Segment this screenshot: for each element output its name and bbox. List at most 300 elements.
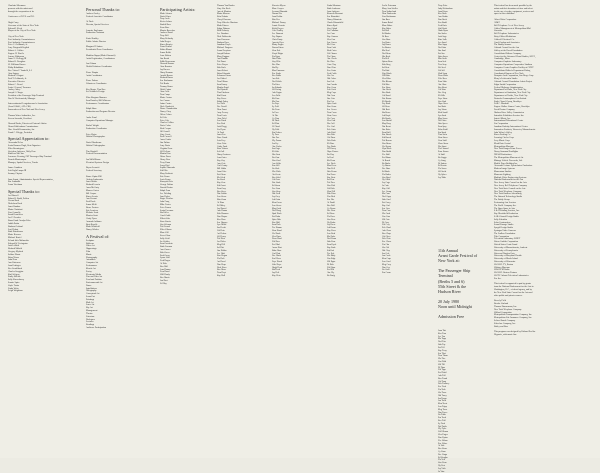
list-item: Jim Hobbs xyxy=(217,249,227,252)
list-item: Hugh Head xyxy=(272,266,283,269)
list-item: The Ontrack Technology Studio xyxy=(494,196,523,199)
list-item: Leigh Wrightson xyxy=(8,290,23,293)
list-item: Jane Donovan xyxy=(217,38,230,41)
list-item: Yve Urban xyxy=(438,439,448,442)
list-item: Ted Gerard xyxy=(160,226,170,229)
list-item: Susan Melfi xyxy=(86,203,97,206)
list-item: Literature xyxy=(86,315,95,318)
list-item: Leonard Dimmitt xyxy=(272,10,288,13)
list-item: Carol Gordon and Associates xyxy=(494,41,520,44)
list-item: Karen Lenoir xyxy=(86,195,98,198)
list-item: Yul Blue xyxy=(382,83,390,86)
list-item: Tess Seay xyxy=(438,64,447,67)
list-item: Installations xyxy=(86,287,97,290)
list-item: Peter Woiso xyxy=(86,133,97,136)
list-item: NRAM Productions xyxy=(494,154,512,157)
list-item: Department of Sanitation, New York City xyxy=(494,92,531,95)
list-item: Uly Frame xyxy=(272,140,282,142)
list-item: Annette Dyer xyxy=(272,41,284,44)
list-item: Mary Endicott xyxy=(160,173,173,175)
list-item: Meg Hill xyxy=(217,244,225,247)
list-item: Dee Burr xyxy=(382,168,391,171)
list-item: Sahbro Nisrut xyxy=(8,253,21,256)
list-item: Joy Hamel xyxy=(217,207,227,210)
list-item: Tony Wheeler-Harrison xyxy=(217,21,238,24)
list-item: Jeremy Whiteman xyxy=(8,55,24,58)
list-item: Sue Crews xyxy=(327,109,337,112)
list-item: Tia Chase xyxy=(327,55,336,58)
list-item: the New York State Council on the Arts and xyxy=(494,291,533,294)
list-item: Terry Dunn xyxy=(160,161,171,164)
list-item: Jay Brewer xyxy=(160,68,170,71)
list-item: Beverly Field xyxy=(494,300,506,303)
list-item: Sally Gold xyxy=(160,237,170,240)
list-item: Sammy Clayton xyxy=(8,173,23,175)
list-item: Joan Dobbs xyxy=(272,16,283,19)
list-item: Peter Franco xyxy=(160,206,172,209)
list-item: Wes Carr xyxy=(327,38,336,41)
list-item: Sol Gall xyxy=(217,151,225,154)
list-item: Rich Cates xyxy=(327,50,337,52)
list-item: Rob Berg xyxy=(382,64,391,67)
list-item: Marty Eagan xyxy=(272,44,284,47)
list-item: Rev. Victor F. Yanitelli, S.J. xyxy=(8,69,33,72)
column-acknowledgements xyxy=(494,5,592,337)
list-item: Ida Ely xyxy=(272,66,279,69)
list-item: Eugene H. Hart Jr. xyxy=(8,52,25,55)
list-item: Martha Engel xyxy=(217,86,229,89)
list-item: Koren Packing Co. xyxy=(494,134,511,137)
list-item: Max Deen xyxy=(327,165,337,168)
list-item: Mo Beal xyxy=(382,50,390,52)
list-item: Ina Gage xyxy=(272,148,280,151)
list-item: Nat Griffin xyxy=(217,193,227,196)
list-item: Ed Bush xyxy=(382,170,390,173)
list-item: Eric Evans xyxy=(160,175,170,178)
list-item: Laser Art xyxy=(86,304,95,307)
list-item: Volunteers Coordinator xyxy=(86,83,107,85)
list-item: Thomas Water Authorities, Inc. xyxy=(8,114,36,117)
list-item: Seltzer Ranch Company xyxy=(494,320,516,322)
list-item: Roger Fletcher xyxy=(160,198,174,201)
list-item: The Paddy Group xyxy=(494,199,510,202)
list-item: Ralph Fenn xyxy=(160,189,171,192)
list-item: Al Frick xyxy=(86,21,94,24)
list-item: Ora Brice xyxy=(382,128,391,131)
list-item: Gallery at the Dowd Foundation xyxy=(494,50,523,52)
list-item: Earl Havs xyxy=(272,258,281,261)
list-item: Tony Price xyxy=(438,5,448,7)
list-item: Rex Tull xyxy=(438,420,446,422)
list-item: Brooke Garland xyxy=(494,303,509,306)
list-item: Ed and Julie Malmeskie xyxy=(8,239,30,242)
artist-list xyxy=(327,5,373,278)
list-item: Edith Bowerman xyxy=(160,60,175,63)
list-item: Joe Carson xyxy=(160,99,170,102)
list-item: Ned Haag xyxy=(272,210,281,213)
list-item: Uri Seed xyxy=(438,66,446,69)
list-item: Bea Bode xyxy=(382,92,391,95)
list-item: New York Outdoor Advertising xyxy=(494,193,522,196)
list-item: Lee Camp xyxy=(382,190,392,193)
list-item: Yve Bull xyxy=(382,154,390,157)
list-item: Pamela Montemayor xyxy=(8,158,27,161)
list-item: Dan Ruck xyxy=(438,19,447,22)
list-item: Zed Harl xyxy=(272,244,280,247)
list-item: Jane Fisher xyxy=(160,195,170,198)
list-item: Jack Flagg xyxy=(217,125,227,128)
title-line: 55th Street & the xyxy=(438,283,467,289)
list-item: Hal Greb xyxy=(272,193,281,196)
list-item: Sarah Deaniwicz xyxy=(8,214,23,217)
list-item: Sy Feld xyxy=(272,106,279,109)
list-item: Pam Dyck xyxy=(327,244,337,247)
list-item: Gus Bass xyxy=(382,38,391,41)
list-item: Ray Cannon xyxy=(327,35,338,38)
list-item: Rudolf Baer xyxy=(160,23,171,26)
list-item: Festival Associate Coordinator xyxy=(86,15,113,18)
list-item: Oda Tay xyxy=(438,344,446,347)
list-item: Rae Brock xyxy=(382,134,392,137)
list-item: Karen Bernier xyxy=(160,43,173,46)
list-item: WBAI-FM Radio xyxy=(494,269,510,272)
list-item: Xi Eich xyxy=(327,263,334,266)
list-item: Zoe Inc. xyxy=(494,277,502,280)
list-item: Food and Fashion xyxy=(86,279,102,282)
list-item: Tom Camp xyxy=(160,94,170,97)
list-item: Nat Brent xyxy=(382,125,391,128)
list-item: Norma Dix xyxy=(272,13,282,16)
list-item: Dee Hauk xyxy=(272,255,281,258)
list-item: Al Burch xyxy=(382,159,391,162)
list-item: Wyn Buck xyxy=(382,148,392,151)
list-item: Asa Gebb xyxy=(272,162,281,165)
list-item: Tom Ferris xyxy=(217,114,227,117)
list-item: Dan Harper xyxy=(217,215,228,218)
list-item: John Fong xyxy=(160,201,170,204)
list-item: Otis Demo xyxy=(327,170,337,173)
list-item: Yoel Strand xyxy=(438,148,449,151)
list-item: Amos Hart xyxy=(272,246,282,249)
intro-list xyxy=(8,5,76,134)
artist-list xyxy=(438,330,484,473)
list-item: Ed Swain xyxy=(438,165,447,168)
list-item: Sunnie Spiro xyxy=(8,281,20,284)
list-item: Liz Flynn xyxy=(217,128,226,131)
list-item: Audrey Aikey xyxy=(8,89,21,92)
list-item: Eva Rudd xyxy=(438,21,447,24)
list-item: Jed Grim xyxy=(272,199,281,202)
list-item: Flo Dove xyxy=(327,215,336,218)
list-item: Betty Gilbert Mediations xyxy=(494,35,516,38)
title-line: Noon until Midnight xyxy=(438,304,472,310)
list-item: Melanie Scott xyxy=(86,212,99,215)
list-item: Cora Clay xyxy=(327,64,336,67)
list-item: Zed Bunn xyxy=(382,156,391,159)
list-item: Susan Baird xyxy=(382,21,393,24)
list-item: Tad Tuttle xyxy=(438,425,447,428)
list-item: Jill Cornell xyxy=(160,130,170,133)
list-item: Jack Sage xyxy=(438,35,447,38)
list-item: Steve Glass xyxy=(160,234,171,237)
list-item: Chris Dusty xyxy=(272,38,283,41)
list-item: Bruce Preston xyxy=(86,206,99,209)
list-item: Bell Telephone Co. of New Jersey xyxy=(494,24,524,27)
list-item: Mary Belinsky xyxy=(160,38,174,40)
list-item: Ula Cash xyxy=(382,213,391,216)
list-item: Ted Burks xyxy=(160,83,170,85)
list-item: Xena Hard xyxy=(272,238,282,241)
list-item: Momentum Studios xyxy=(494,170,512,173)
list-item: Richard J. Bogart xyxy=(8,75,24,78)
list-item: Metropolitan Museum xyxy=(494,145,514,148)
list-item: Fred Ruiz xyxy=(438,24,447,27)
list-item: Federal Highway Administration xyxy=(494,86,523,89)
list-item: Ike Garr xyxy=(272,156,280,159)
list-item: Theatre xyxy=(86,312,93,315)
list-item: Rex Ennis xyxy=(272,75,282,78)
special-thanks-heading: Special Thanks to: xyxy=(8,188,40,194)
list-item: Cal Goss xyxy=(272,179,280,182)
list-item: Gregory Mylsted xyxy=(8,251,24,253)
list-item: Karl Seligers xyxy=(8,273,20,276)
list-item: Barbara Gerbard xyxy=(8,225,23,228)
list-item: New Jersey Bell Telephone Company xyxy=(494,185,527,187)
list-item: Cy Vann xyxy=(438,450,446,453)
list-item: Alan Field xyxy=(217,117,227,120)
list-item: Paul Crowell xyxy=(160,136,172,139)
list-item: Val Ullman xyxy=(438,431,449,434)
list-item: Dan Cline xyxy=(327,66,336,69)
column-artists-5 xyxy=(382,5,428,275)
list-item: Wil Till xyxy=(438,363,445,366)
list-item: Joy Sloan xyxy=(438,109,447,112)
list-item: Gus Gray xyxy=(272,190,281,193)
list-item: Jim Baer xyxy=(382,19,390,22)
list-item: Bill Gibbs xyxy=(217,168,227,171)
list-item: Rex Sendelbach xyxy=(8,267,23,270)
list-item: The Ludlow Foundation xyxy=(494,232,516,235)
donor-list xyxy=(494,5,592,281)
list-item: Bo Burke xyxy=(382,162,391,165)
list-item: Nan Truex xyxy=(438,411,448,414)
list-item: Tex Hamm xyxy=(272,227,282,230)
list-item: Andre Pund xyxy=(86,116,97,119)
list-item: Sally Shrewsberry xyxy=(8,279,25,282)
list-item: Judy Richardson xyxy=(438,7,453,10)
list-item: Joe Eldred xyxy=(217,78,227,81)
list-item: Artist Registration, Coordinators xyxy=(86,57,115,60)
list-item: Heinz Doerr xyxy=(160,156,171,159)
list-item: Sally Sibertkin xyxy=(494,218,508,221)
list-item: Yale Shea xyxy=(438,78,447,81)
list-item: Rita Scott xyxy=(438,58,447,61)
list-item: Guy Cabral xyxy=(327,27,338,30)
list-item: Quin Craft xyxy=(327,103,337,106)
list-item: Luz Carver xyxy=(327,41,337,44)
list-item: Video Art xyxy=(86,245,95,248)
list-item: Ann Perrant xyxy=(86,198,97,201)
list-item: Oda Durr xyxy=(327,241,336,244)
list-item: Flo Swan xyxy=(438,168,447,171)
list-item: Lou Tripp xyxy=(438,405,447,408)
list-item: New Jersey State Council on the Arts xyxy=(494,182,527,185)
list-item: Audience Participation xyxy=(86,326,107,329)
list-item: Nick Dolkowitz xyxy=(217,35,232,38)
list-item: Donna Eaton xyxy=(272,47,284,50)
list-item: This festival has been made possible by the xyxy=(494,5,532,7)
list-item: Dialogues xyxy=(86,318,95,321)
list-item: Alan Calle xyxy=(160,91,170,94)
list-item: Fay Bork xyxy=(382,103,391,106)
list-item: The Metropolitan Museum of Art xyxy=(494,156,524,159)
list-item: Ab Goetz xyxy=(272,173,281,176)
list-item: Liz Callahan xyxy=(327,30,339,33)
list-item: Bea Doll xyxy=(327,204,335,207)
list-item: Richard Lorwin xyxy=(86,184,100,187)
list-item: Ivy Drew xyxy=(327,224,336,227)
list-item: Cindy Tyner xyxy=(86,218,97,220)
list-item: Joseph Dubner xyxy=(217,52,231,55)
list-item: Eli Gale xyxy=(272,151,280,154)
list-item: Albert Vidro Corporation xyxy=(494,19,517,22)
list-item: Sonia Baranne Hugh, Best Organizer xyxy=(8,144,41,147)
list-item: Lyn Smit xyxy=(438,114,447,117)
list-item: Multiple Video Engineering Systems xyxy=(494,176,527,179)
list-item: Spegal Design Studio xyxy=(494,227,513,230)
list-item: Andrew Gurley xyxy=(86,12,100,15)
list-item: Eli Booth xyxy=(382,100,391,103)
list-item: Sophie Edmonds xyxy=(160,167,175,170)
list-item: Ada Toll xyxy=(438,375,446,377)
list-item: Ora Saul xyxy=(438,50,446,52)
list-item: Ida Heck xyxy=(272,269,280,272)
list-item: Sid Ellis xyxy=(160,170,168,173)
list-item: Al Fife xyxy=(272,114,279,117)
list-item: This festival is supported in part by grants xyxy=(494,283,531,286)
list-item: Lu Baxter xyxy=(382,47,391,50)
list-item: Kim Gross xyxy=(272,201,282,204)
list-item: Jo Cain xyxy=(382,185,389,187)
list-item: Department of Parks, New York City xyxy=(494,89,527,92)
list-item: Al Hale xyxy=(160,263,167,265)
list-item: Ted Durst xyxy=(217,61,226,64)
list-item: Verena Bach xyxy=(8,200,20,203)
list-item: Ike Day xyxy=(327,154,334,157)
list-item: Sal Derr xyxy=(327,179,335,182)
list-item: Abe Fuchs xyxy=(272,145,282,148)
list-item: Pam Gray xyxy=(217,187,226,190)
list-item: Susan Boldt xyxy=(160,52,171,55)
list-item: Yve Curl xyxy=(327,125,335,128)
list-item: John Weber's Galley xyxy=(494,131,512,134)
list-item: Ned Sato xyxy=(438,47,447,50)
list-item: Di Sutton xyxy=(438,162,447,165)
list-item: Pam Cash xyxy=(327,47,336,50)
list-item: Nan Dell xyxy=(327,168,335,171)
list-item: Eli Sills xyxy=(438,95,445,97)
list-item: Dee Sieg xyxy=(438,92,446,95)
list-item: Al Ford xyxy=(217,131,224,134)
list-item: Ironworkers of New York and New Jersey xyxy=(8,109,45,112)
title-line: The Passenger Ship xyxy=(438,268,471,274)
list-item: Ed Gram xyxy=(272,185,280,187)
list-item: The Buddy Scanner xyxy=(494,44,512,47)
list-item: Tommy Burns xyxy=(160,85,173,88)
list-item: Fae Grau xyxy=(272,187,281,190)
list-item: Anna Curtin xyxy=(160,139,171,142)
list-item: Jarret Bundan xyxy=(8,206,21,208)
list-item: Official Photographer xyxy=(86,136,106,139)
list-item: Lil Hay xyxy=(160,282,167,285)
list-item: Dance xyxy=(86,284,92,287)
list-item: Health Relations Coordinator xyxy=(86,66,112,69)
list-item: Rita Doe xyxy=(272,19,280,22)
list-item: Ned Tate xyxy=(438,341,446,344)
appreciation-list xyxy=(8,142,76,187)
list-item: Electronic Media xyxy=(86,273,102,276)
list-item: Lloyd Edgar xyxy=(272,52,283,55)
list-item: Tina Stein xyxy=(438,134,447,137)
list-item: Lectures xyxy=(86,321,94,324)
title-line: Terminal xyxy=(438,273,453,279)
list-item: Animation xyxy=(86,259,96,262)
list-item: Leo Sand xyxy=(438,41,447,44)
list-item: Ada Dahl xyxy=(327,131,336,134)
list-item: Keith Dreyer xyxy=(272,27,284,30)
list-item: Hon. Gerald Proumentius, Jnr. xyxy=(8,128,35,131)
list-item: Gus Dow xyxy=(327,218,336,221)
list-item: Di Fitch xyxy=(272,120,280,123)
list-item: Gus Sink xyxy=(438,100,447,103)
list-item: Edward W. Livingston xyxy=(8,242,28,245)
title-line: Avant Garde Festival of xyxy=(438,253,478,259)
list-item: Roy Evers xyxy=(217,97,227,100)
list-item: Andrew Bartel xyxy=(160,32,173,35)
list-item: Dick Horn xyxy=(217,266,227,269)
list-item: Uma Crow xyxy=(327,114,337,117)
list-item: Dee Varga xyxy=(438,453,448,456)
list-item: Jennie Downie xyxy=(272,24,286,27)
list-item: Ray Eads xyxy=(327,246,336,249)
list-item: Vic Bryan xyxy=(382,145,391,148)
list-item: Ken Ringer, Tian Kuo xyxy=(86,88,106,91)
list-item: Gretchen Andersen, Holly Finn xyxy=(8,150,36,153)
list-item: Pia Bell xyxy=(382,58,389,61)
list-item: Fareh Horton Company xyxy=(494,109,515,112)
list-item: Barbara Dove xyxy=(217,41,230,44)
list-item: Sy Turk xyxy=(438,422,445,425)
list-item: University of Rhode Island xyxy=(494,258,518,261)
list-item: Chuck Bloomfield xyxy=(327,21,344,24)
list-item: Howard Hasko, Director of External Affairs xyxy=(8,123,47,126)
list-item: Gia Cid xyxy=(382,246,389,249)
list-item: Eric Lemieux xyxy=(86,209,98,212)
list-item: Babs Hass xyxy=(272,249,282,252)
list-item: Judith Estrin xyxy=(8,222,20,225)
list-item: Kazuyuki Fais xyxy=(160,181,173,184)
column-artists-2 xyxy=(217,5,263,278)
list-item: Leo Falk xyxy=(217,103,225,106)
festival-of-heading: A Festival of: xyxy=(86,233,110,239)
list-item: Gil Henry xyxy=(217,235,226,238)
list-item: Robert C. Dowd xyxy=(8,83,23,86)
list-item: Kit Dean xyxy=(327,159,335,162)
list-item: Jean Gates xyxy=(217,156,227,159)
list-item: Ben Dale xyxy=(327,134,336,137)
list-item: Intermational Educational Center xyxy=(494,120,524,123)
list-item: Bob Earle xyxy=(217,66,226,69)
